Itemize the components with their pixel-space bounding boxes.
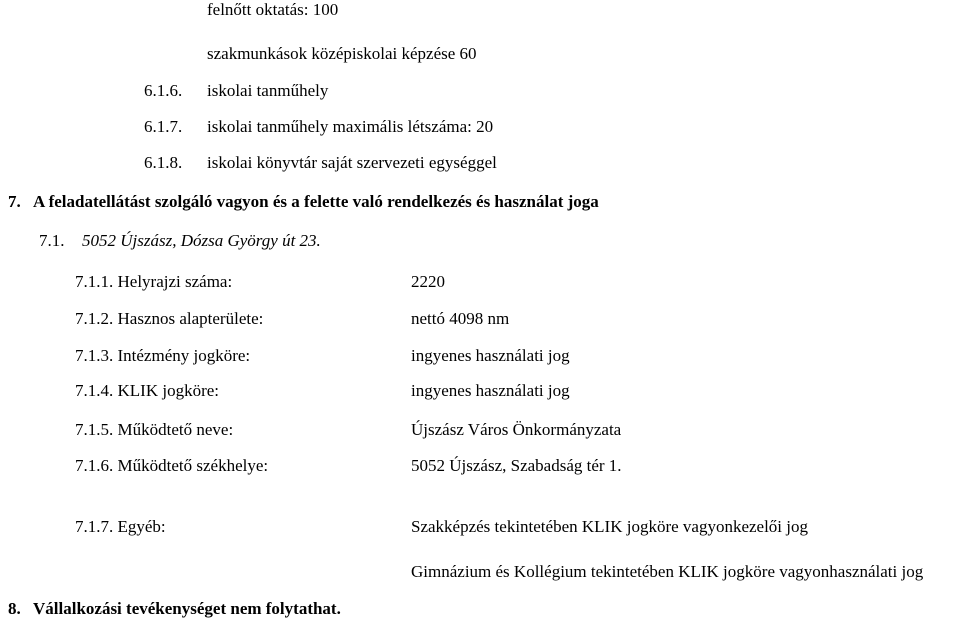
item-number-618: 6.1.8.: [144, 153, 183, 172]
row-label-other: 7.1.7. Egyéb:: [75, 517, 166, 536]
subsection-71-number: 7.1.: [39, 231, 65, 250]
continuation-line-vocational-training: szakmunkások középiskolai képzése 60: [207, 44, 477, 63]
row-value-floor-area: nettó 4098 nm: [411, 309, 510, 328]
section-7-number: 7.: [8, 192, 21, 211]
row-value-other: Szakképzés tekintetében KLIK jogköre vagyonkezelői jog: [411, 517, 809, 536]
section-8-number: 8.: [8, 599, 21, 618]
row-label-klik-right: 7.1.4. KLIK jogköre:: [75, 381, 220, 400]
section-7-title: A feladatellátást szolgáló vagyon és a felette való rendelkezés és használat joga: [33, 192, 599, 211]
row-value-other-continued: Gimnázium és Kollégium tekintetében KLIK jogköre vagyonhasználati jog: [411, 562, 924, 581]
row-value-operator-name: Újszász Város Önkormányzata: [411, 420, 622, 439]
row-label-lot-number: 7.1.1. Helyrajzi száma:: [75, 272, 233, 291]
row-value-operator-seat: 5052 Újszász, Szabadság tér 1.: [411, 456, 622, 475]
row-value-lot-number: 2220: [411, 272, 445, 291]
item-number-617: 6.1.7.: [144, 117, 183, 136]
row-value-institution-right: ingyenes használati jog: [411, 346, 570, 365]
row-label-operator-name: 7.1.5. Működtető neve:: [75, 420, 234, 439]
row-label-operator-seat: 7.1.6. Működtető székhelye:: [75, 456, 269, 475]
item-number-616: 6.1.6.: [144, 81, 183, 100]
row-label-institution-right: 7.1.3. Intézmény jogköre:: [75, 346, 251, 365]
item-text-618: iskolai könyvtár saját szervezeti egységgel: [207, 153, 497, 172]
row-label-floor-area: 7.1.2. Hasznos alapterülete:: [75, 309, 264, 328]
item-text-617: iskolai tanműhely maximális létszáma: 20: [207, 117, 494, 136]
item-text-616: iskolai tanműhely: [207, 81, 329, 100]
continuation-line-adult-education: felnőtt oktatás: 100: [207, 0, 339, 19]
row-value-klik-right: ingyenes használati jog: [411, 381, 570, 400]
subsection-71-address: 5052 Újszász, Dózsa György út 23.: [82, 231, 321, 250]
section-8-title: Vállalkozási tevékenységet nem folytathat.: [33, 599, 341, 618]
